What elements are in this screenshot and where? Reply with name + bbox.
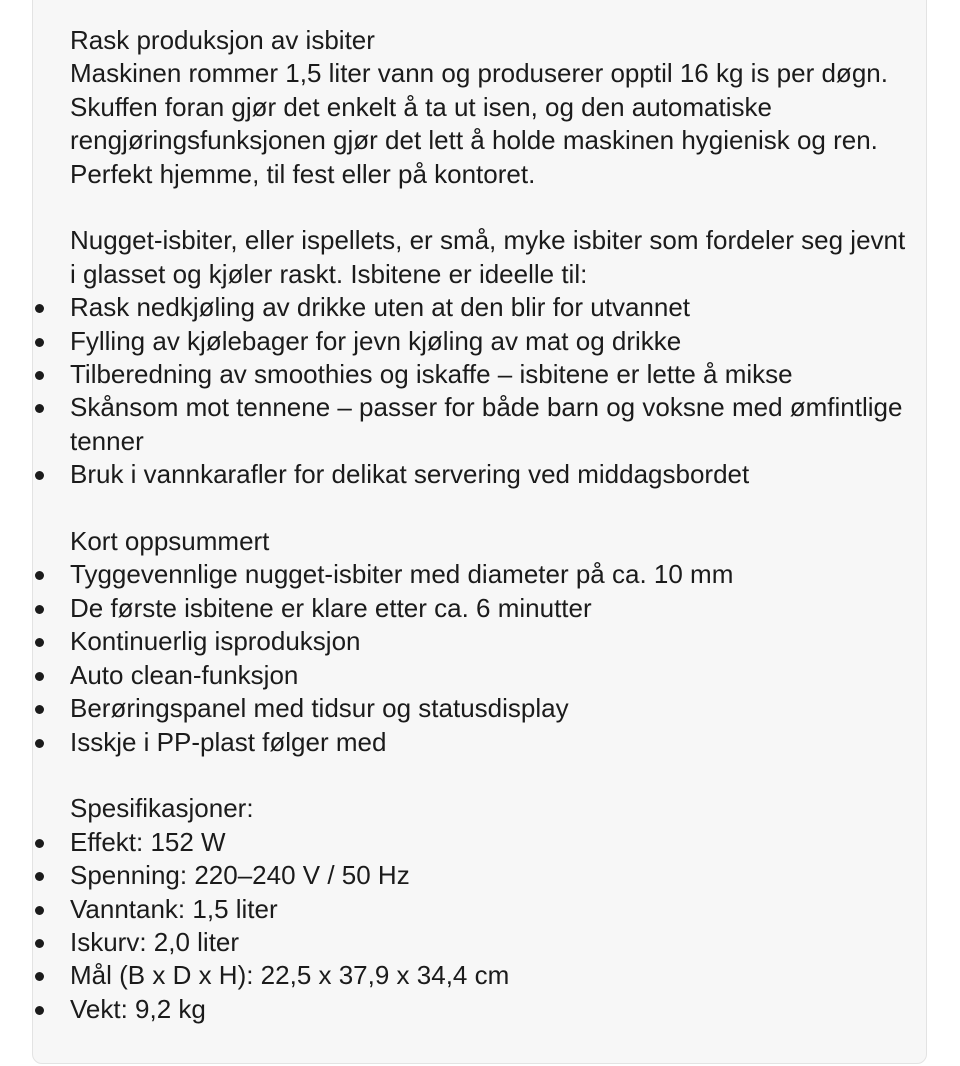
list-item: Berøringspanel med tidsur og statusdisplay bbox=[70, 692, 910, 725]
list-item: Iskurv: 2,0 liter bbox=[70, 926, 910, 959]
list-item: Isskje i PP-plast følger med bbox=[70, 726, 910, 759]
product-description bbox=[70, 24, 910, 1026]
specs-heading: Spesifikasjoner: bbox=[70, 793, 254, 824]
list-item: De første isbitene er klare etter ca. 6 minutter bbox=[70, 592, 910, 625]
spacer bbox=[70, 492, 910, 525]
list-item: Tyggevennlige nugget-isbiter med diameter på ca. 10 mm bbox=[70, 558, 910, 591]
list-item: Vanntank: 1,5 liter bbox=[70, 893, 910, 926]
specs-list bbox=[70, 826, 910, 1026]
list-item: Fylling av kjølebager for jevn kjøling av mat og drikke bbox=[70, 325, 910, 358]
list-item: Skånsom mot tennene – passer for både barn og voksne med ømfintlige tenner bbox=[70, 391, 910, 458]
list-item: Rask nedkjøling av drikke uten at den blir for utvannet bbox=[70, 291, 910, 324]
nugget-uses-list bbox=[70, 291, 910, 491]
list-item: Mål (B x D x H): 22,5 x 37,9 x 34,4 cm bbox=[70, 959, 910, 992]
list-item: Effekt: 152 W bbox=[70, 826, 910, 859]
list-item: Tilberedning av smoothies og iskaffe – isbitene er lette å mikse bbox=[70, 358, 910, 391]
list-item: Auto clean-funksjon bbox=[70, 659, 910, 692]
list-item: Spenning: 220–240 V / 50 Hz bbox=[70, 859, 910, 892]
list-item: Bruk i vannkarafler for delikat servering ved middagsbordet bbox=[70, 458, 910, 491]
list-item: Vekt: 9,2 kg bbox=[70, 993, 910, 1026]
nugget-body: Nugget-isbiter, eller ispellets, er små, myke isbiter som fordeler seg jevnt i glasset og kjøler raskt. Isbitene er ideelle til: bbox=[70, 225, 906, 289]
intro-body: Maskinen rommer 1,5 liter vann og produserer opptil 16 kg is per døgn. Skuffen foran gjør det enkelt å ta ut isen, og den automatiske rengjøringsfunksjonen gjør det lett å holde maskinen hygienisk og ren. Perfekt hjemme, til fest eller på kontoret. bbox=[70, 58, 888, 189]
intro-heading: Rask produksjon av isbiter bbox=[70, 25, 375, 55]
spacer bbox=[70, 759, 910, 792]
spacer bbox=[70, 191, 910, 224]
list-item: Kontinuerlig isproduksjon bbox=[70, 625, 910, 658]
summary-list bbox=[70, 558, 910, 758]
summary-heading: Kort oppsummert bbox=[70, 526, 270, 557]
